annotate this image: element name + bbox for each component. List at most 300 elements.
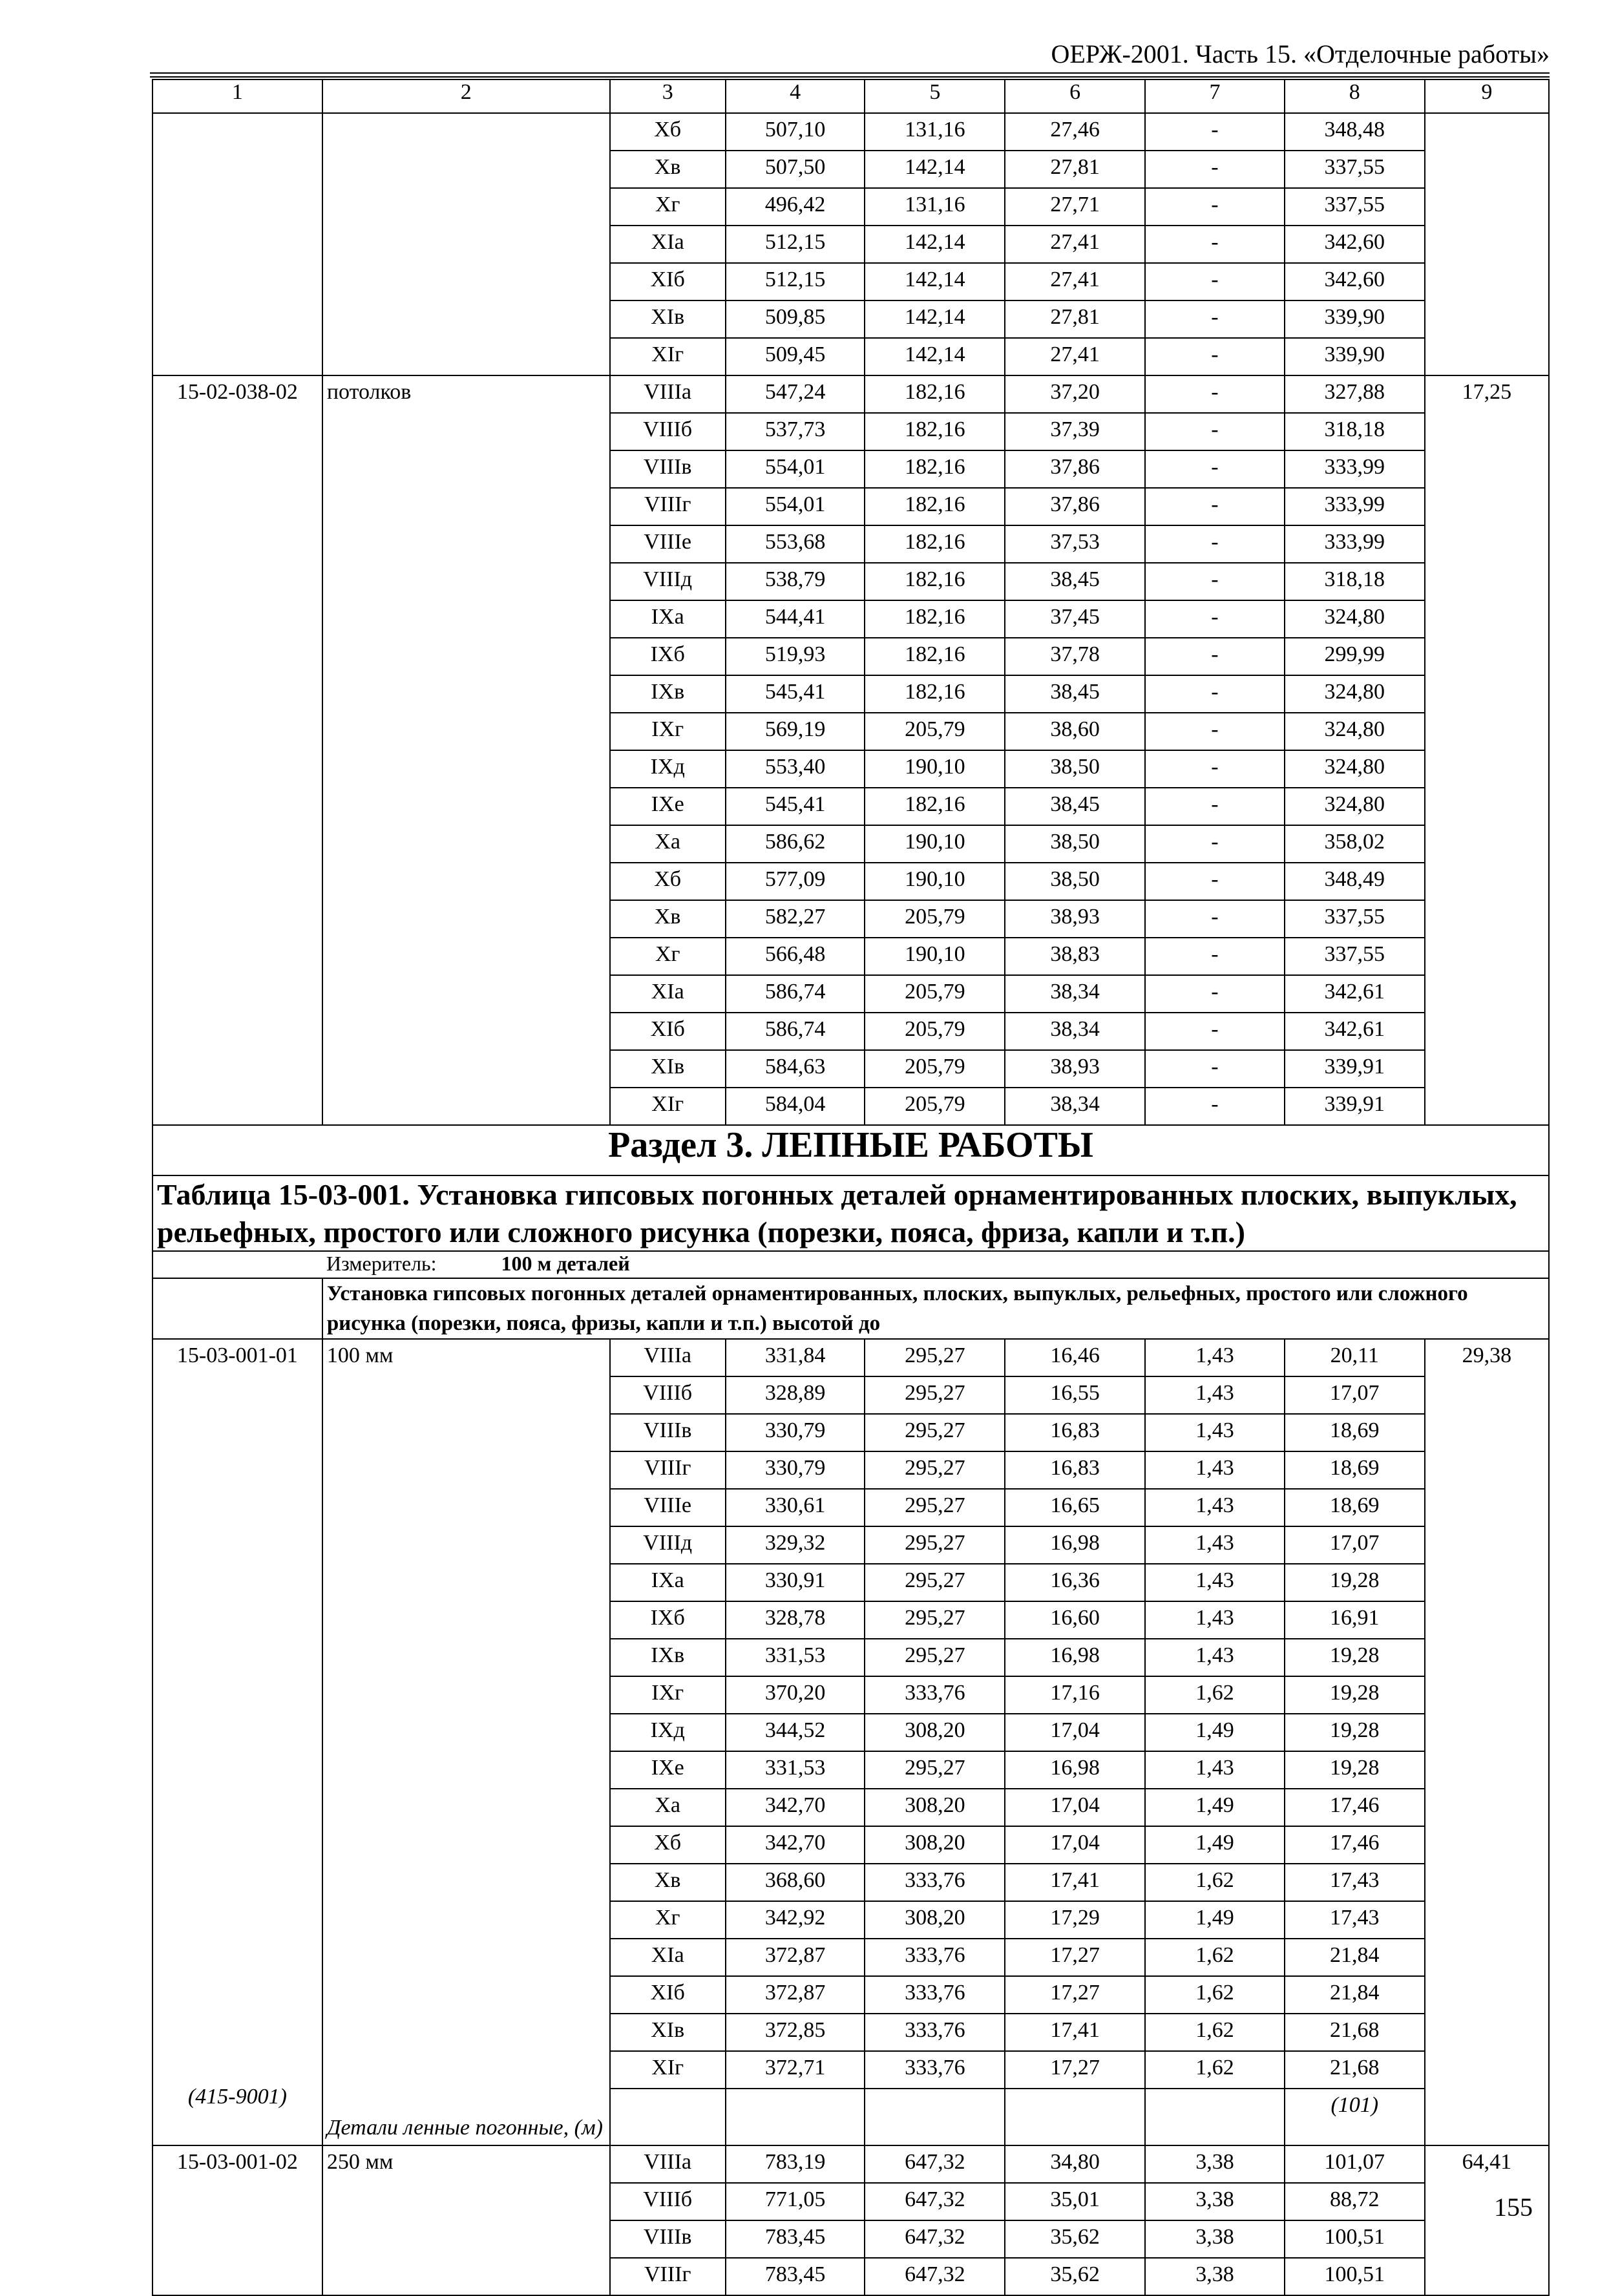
table-cell: 328,89 — [726, 1376, 865, 1414]
table-cell: 38,83 — [1005, 938, 1145, 975]
table-cell: 16,36 — [1005, 1564, 1145, 1601]
table-cell: 339,91 — [1285, 1050, 1425, 1088]
section-heading: Раздел 3. ЛЕПНЫЕ РАБОТЫ — [152, 1125, 1549, 1175]
empty-cell — [610, 2089, 726, 2145]
page-number: 155 — [1494, 2193, 1533, 2222]
table-cell: - — [1145, 151, 1285, 188]
table-cell: 17,04 — [1005, 1789, 1145, 1826]
table-cell: 577,09 — [726, 863, 865, 900]
table-cell: 295,27 — [865, 1751, 1005, 1789]
table-cell: 38,50 — [1005, 825, 1145, 863]
table-cell: 295,27 — [865, 1639, 1005, 1676]
table-cell: 205,79 — [865, 900, 1005, 938]
table-cell: 295,27 — [865, 1339, 1005, 1376]
table-cell: 131,16 — [865, 188, 1005, 226]
table-cell: 584,63 — [726, 1050, 865, 1088]
table-cell: - — [1145, 1050, 1285, 1088]
table-cell: XIб — [610, 1976, 726, 2014]
table-cell: 142,14 — [865, 300, 1005, 338]
table-cell: 337,55 — [1285, 188, 1425, 226]
table-cell: 496,42 — [726, 188, 865, 226]
table-cell: - — [1145, 600, 1285, 638]
rate-code — [152, 1339, 322, 2145]
table-cell: 1,62 — [1145, 1676, 1285, 1714]
table-cell: 182,16 — [865, 450, 1005, 488]
table-cell: 38,60 — [1005, 713, 1145, 750]
table-cell: VIIIa — [610, 375, 726, 413]
table-cell: 339,90 — [1285, 300, 1425, 338]
table-cell: XIг — [610, 338, 726, 375]
table-cell: 333,76 — [865, 2051, 1005, 2089]
table-cell: 17,41 — [1005, 2014, 1145, 2051]
table-cell: 17,27 — [1005, 2051, 1145, 2089]
table-cell: 647,32 — [865, 2145, 1005, 2183]
work-name: 250 мм — [322, 2145, 610, 2295]
table-cell: 547,24 — [726, 375, 865, 413]
table-cell: 507,50 — [726, 151, 865, 188]
table-cell: 16,91 — [1285, 1601, 1425, 1639]
table-cell: 342,61 — [1285, 1013, 1425, 1050]
table-cell: VIIIa — [610, 2145, 726, 2183]
document-header-title: ОЕРЖ-2001. Часть 15. «Отделочные работы» — [1051, 39, 1550, 68]
table-cell: 1,62 — [1145, 1939, 1285, 1976]
table-cell: 368,60 — [726, 1864, 865, 1901]
table-cell: - — [1145, 1088, 1285, 1125]
table-cell: 142,14 — [865, 151, 1005, 188]
column-number: 2 — [322, 79, 610, 113]
table-cell: VIIIб — [610, 1376, 726, 1414]
table-cell: 1,43 — [1145, 1451, 1285, 1489]
table-cell: 182,16 — [865, 563, 1005, 600]
table-cell: Xб — [610, 113, 726, 151]
table-cell: IXe — [610, 1751, 726, 1789]
unit-cell — [152, 1251, 1549, 1278]
table-cell: 19,28 — [1285, 1751, 1425, 1789]
table-cell: 182,16 — [865, 675, 1005, 713]
table-cell: 17,29 — [1005, 1901, 1145, 1939]
table-cell: XIa — [610, 1939, 726, 1976]
table-cell: 295,27 — [865, 1564, 1005, 1601]
table-cell: VIIIe — [610, 525, 726, 563]
table-cell: IXa — [610, 1564, 726, 1601]
table-cell: 295,27 — [865, 1526, 1005, 1564]
table-cell: 783,45 — [726, 2258, 865, 2295]
table-cell: 38,93 — [1005, 900, 1145, 938]
table-cell: 342,70 — [726, 1826, 865, 1864]
table-cell: 331,53 — [726, 1639, 865, 1676]
empty-cell — [152, 1278, 322, 1339]
table-cell: - — [1145, 825, 1285, 863]
table-cell: 566,48 — [726, 938, 865, 975]
table-cell: 1,49 — [1145, 1714, 1285, 1751]
table-cell: 16,60 — [1005, 1601, 1145, 1639]
table-cell: 553,68 — [726, 525, 865, 563]
table-cell: - — [1145, 975, 1285, 1013]
unit-value: 100 м деталей — [501, 1252, 630, 1275]
table-cell: 333,76 — [865, 1939, 1005, 1976]
table-cell: Xб — [610, 1826, 726, 1864]
table-cell: - — [1145, 338, 1285, 375]
table-cell: 1,49 — [1145, 1789, 1285, 1826]
estimate-table — [152, 79, 1550, 2296]
table-cell: 295,27 — [865, 1376, 1005, 1414]
work-name — [322, 113, 610, 375]
table-cell: 333,99 — [1285, 525, 1425, 563]
table-cell: 16,83 — [1005, 1451, 1145, 1489]
table-cell: 339,90 — [1285, 338, 1425, 375]
table-cell: 38,34 — [1005, 1013, 1145, 1050]
table-cell: 38,34 — [1005, 1088, 1145, 1125]
table-cell: - — [1145, 188, 1285, 226]
table-cell: 295,27 — [865, 1601, 1005, 1639]
rate-code — [152, 113, 322, 375]
table-cell: 330,61 — [726, 1489, 865, 1526]
table-cell: Xв — [610, 1864, 726, 1901]
table-cell: 330,79 — [726, 1414, 865, 1451]
table-cell: 3,38 — [1145, 2258, 1285, 2295]
table-cell: 582,27 — [726, 900, 865, 938]
table-cell: Xв — [610, 900, 726, 938]
table-cell: 38,45 — [1005, 675, 1145, 713]
table-cell: 783,19 — [726, 2145, 865, 2183]
table-cell: - — [1145, 525, 1285, 563]
header-rule — [150, 76, 1550, 78]
table-cell: 100,51 — [1285, 2220, 1425, 2258]
table-cell: 554,01 — [726, 488, 865, 525]
table-cell: 324,80 — [1285, 713, 1425, 750]
table-cell: 1,62 — [1145, 2051, 1285, 2089]
table-cell: XIг — [610, 2051, 726, 2089]
table-cell: 16,83 — [1005, 1414, 1145, 1451]
table-cell: 37,86 — [1005, 450, 1145, 488]
table-cell: 182,16 — [865, 525, 1005, 563]
table-cell: 35,01 — [1005, 2183, 1145, 2220]
unit-row — [152, 1251, 1549, 1278]
table-cell: - — [1145, 113, 1285, 151]
column-number: 6 — [1005, 79, 1145, 113]
rate-code: 15-03-001-02 — [152, 2145, 322, 2295]
table-cell: 1,49 — [1145, 1826, 1285, 1864]
work-name: потолков — [322, 375, 610, 1125]
table-cell: 331,53 — [726, 1751, 865, 1789]
table-cell: - — [1145, 300, 1285, 338]
table-cell: 100,51 — [1285, 2258, 1425, 2295]
table-cell: VIIIд — [610, 1526, 726, 1564]
table-cell: 21,84 — [1285, 1976, 1425, 2014]
table-cell: 339,91 — [1285, 1088, 1425, 1125]
table-cell: 1,43 — [1145, 1414, 1285, 1451]
table-cell: 27,41 — [1005, 226, 1145, 263]
table-cell: 21,68 — [1285, 2014, 1425, 2051]
table-cell: - — [1145, 375, 1285, 413]
table-cell: 647,32 — [865, 2220, 1005, 2258]
table-cell: 37,20 — [1005, 375, 1145, 413]
table-cell: 308,20 — [865, 1901, 1005, 1939]
table-cell: 537,73 — [726, 413, 865, 450]
table-cell: 324,80 — [1285, 788, 1425, 825]
table-cell: 333,76 — [865, 1864, 1005, 1901]
table-cell: 1,43 — [1145, 1526, 1285, 1564]
table-cell: 337,55 — [1285, 938, 1425, 975]
table-cell: 771,05 — [726, 2183, 865, 2220]
table-cell: 569,19 — [726, 713, 865, 750]
table-cell: 20,11 — [1285, 1339, 1425, 1376]
table-row — [152, 113, 1549, 151]
table-cell: 27,41 — [1005, 263, 1145, 300]
table-cell: 38,50 — [1005, 750, 1145, 788]
labor-cost — [1425, 113, 1549, 375]
table-cell: VIIIa — [610, 1339, 726, 1376]
table-cell: 3,38 — [1145, 2145, 1285, 2183]
table-cell: 3,38 — [1145, 2183, 1285, 2220]
labor-cost: 17,25 — [1425, 375, 1549, 1125]
table-cell: 1,43 — [1145, 1489, 1285, 1526]
table-cell: IXд — [610, 750, 726, 788]
table-cell: 318,18 — [1285, 413, 1425, 450]
table-cell: 17,46 — [1285, 1789, 1425, 1826]
table-cell: 1,62 — [1145, 1976, 1285, 2014]
table-cell: 19,28 — [1285, 1564, 1425, 1601]
table-cell: 37,78 — [1005, 638, 1145, 675]
table-cell: Xг — [610, 938, 726, 975]
table-cell: 308,20 — [865, 1789, 1005, 1826]
table-cell: 27,71 — [1005, 188, 1145, 226]
table-cell: 205,79 — [865, 1088, 1005, 1125]
column-number: 9 — [1425, 79, 1549, 113]
table-cell: VIIIб — [610, 413, 726, 450]
labor-cost: 64,41 — [1425, 2145, 1549, 2295]
table-cell: 16,98 — [1005, 1639, 1145, 1676]
table-cell: 1,49 — [1145, 1901, 1285, 1939]
table-cell: 370,20 — [726, 1676, 865, 1714]
table-cell: 342,60 — [1285, 263, 1425, 300]
table-row — [152, 1339, 1549, 1376]
table-cell: 1,62 — [1145, 2014, 1285, 2051]
table-cell: 88,72 — [1285, 2183, 1425, 2220]
column-number: 1 — [152, 79, 322, 113]
table-cell: 142,14 — [865, 226, 1005, 263]
table-cell: 333,76 — [865, 1676, 1005, 1714]
table-cell: 142,14 — [865, 338, 1005, 375]
table-cell: - — [1145, 750, 1285, 788]
table-cell: IXг — [610, 1676, 726, 1714]
table-cell: 324,80 — [1285, 600, 1425, 638]
table-cell: 19,28 — [1285, 1714, 1425, 1751]
table-cell: 182,16 — [865, 413, 1005, 450]
table-cell: XIa — [610, 226, 726, 263]
table-cell: 327,88 — [1285, 375, 1425, 413]
table-cell: VIIIг — [610, 2258, 726, 2295]
table-cell: - — [1145, 900, 1285, 938]
table-cell: - — [1145, 675, 1285, 713]
table-cell: 544,41 — [726, 600, 865, 638]
table-cell: 358,02 — [1285, 825, 1425, 863]
table-cell: 586,74 — [726, 1013, 865, 1050]
table-cell: 507,10 — [726, 113, 865, 151]
table-cell: 586,74 — [726, 975, 865, 1013]
table-cell: XIг — [610, 1088, 726, 1125]
table-cell: 17,27 — [1005, 1976, 1145, 2014]
table-cell: 101,07 — [1285, 2145, 1425, 2183]
table-cell: - — [1145, 638, 1285, 675]
table-title-row — [152, 1175, 1549, 1251]
table-cell: 190,10 — [865, 863, 1005, 900]
table-cell: 190,10 — [865, 938, 1005, 975]
table-cell: 17,43 — [1285, 1901, 1425, 1939]
table-cell: - — [1145, 263, 1285, 300]
table-cell: - — [1145, 788, 1285, 825]
table-cell: 308,20 — [865, 1826, 1005, 1864]
table-cell: Xв — [610, 151, 726, 188]
table-cell: 205,79 — [865, 975, 1005, 1013]
table-cell: 324,80 — [1285, 750, 1425, 788]
table-cell: 19,28 — [1285, 1639, 1425, 1676]
table-cell: 1,43 — [1145, 1376, 1285, 1414]
table-cell: 142,14 — [865, 263, 1005, 300]
table-cell: 16,65 — [1005, 1489, 1145, 1526]
table-cell: 37,53 — [1005, 525, 1145, 563]
table-cell: 18,69 — [1285, 1451, 1425, 1489]
table-cell: 38,34 — [1005, 975, 1145, 1013]
table-cell: 333,76 — [865, 1976, 1005, 2014]
table-cell: 348,48 — [1285, 113, 1425, 151]
table-cell: 1,43 — [1145, 1339, 1285, 1376]
table-cell: 16,55 — [1005, 1376, 1145, 1414]
column-number: 4 — [726, 79, 865, 113]
table-cell: 783,45 — [726, 2220, 865, 2258]
rate-code: 15-02-038-02 — [152, 375, 322, 1125]
table-cell: 17,07 — [1285, 1526, 1425, 1564]
table-cell: Xa — [610, 825, 726, 863]
table-cell: 333,99 — [1285, 488, 1425, 525]
table-cell: 27,41 — [1005, 338, 1145, 375]
table-cell: 512,15 — [726, 263, 865, 300]
table-cell: 205,79 — [865, 1050, 1005, 1088]
subheading: Установка гипсовых погонных деталей орнаментированных, плоских, выпуклых, рельефных, простого или сложного рисунка (порезки, пояса, фризы, капли и т.п.) высотой до — [322, 1278, 1549, 1339]
table-cell: 586,62 — [726, 825, 865, 863]
table-cell: 348,49 — [1285, 863, 1425, 900]
table-cell: 27,81 — [1005, 300, 1145, 338]
table-cell: IXг — [610, 713, 726, 750]
table-cell: 295,27 — [865, 1451, 1005, 1489]
table-cell: 205,79 — [865, 713, 1005, 750]
table-cell: Xг — [610, 188, 726, 226]
table-cell: 372,87 — [726, 1976, 865, 2014]
table-cell: 17,41 — [1005, 1864, 1145, 1901]
table-cell: VIIIб — [610, 2183, 726, 2220]
table-cell: 17,04 — [1005, 1826, 1145, 1864]
section-heading-row — [152, 1125, 1549, 1175]
table-cell: 519,93 — [726, 638, 865, 675]
table-cell: 3,38 — [1145, 2220, 1285, 2258]
table-cell: 37,39 — [1005, 413, 1145, 450]
table-cell: VIIIв — [610, 450, 726, 488]
labor-cost: 29,38 — [1425, 1339, 1549, 2145]
table-cell: 17,07 — [1285, 1376, 1425, 1414]
table-cell: 647,32 — [865, 2183, 1005, 2220]
table-cell: 190,10 — [865, 750, 1005, 788]
table-cell: 21,68 — [1285, 2051, 1425, 2089]
table-cell: - — [1145, 226, 1285, 263]
table-cell: Xг — [610, 1901, 726, 1939]
resource-code: (415-9001) — [187, 2084, 287, 2109]
table-cell: - — [1145, 413, 1285, 450]
table-cell: IXe — [610, 788, 726, 825]
table-cell: 190,10 — [865, 825, 1005, 863]
empty-cell — [726, 2089, 865, 2145]
table-cell: Xб — [610, 863, 726, 900]
table-cell: - — [1145, 938, 1285, 975]
table-cell: 17,46 — [1285, 1826, 1425, 1864]
table-cell: IXб — [610, 638, 726, 675]
table-cell: 329,32 — [726, 1526, 865, 1564]
table-cell: 545,41 — [726, 675, 865, 713]
table-cell: 16,98 — [1005, 1526, 1145, 1564]
table-cell: 342,70 — [726, 1789, 865, 1826]
table-cell: 553,40 — [726, 750, 865, 788]
table-cell: 18,69 — [1285, 1489, 1425, 1526]
table-cell: 182,16 — [865, 600, 1005, 638]
table-cell: 299,99 — [1285, 638, 1425, 675]
table-cell: - — [1145, 863, 1285, 900]
table-cell: XIв — [610, 2014, 726, 2051]
table-cell: 337,55 — [1285, 151, 1425, 188]
table-cell: - — [1145, 563, 1285, 600]
column-number: 7 — [1145, 79, 1285, 113]
table-cell: 38,45 — [1005, 563, 1145, 600]
table-cell: IXa — [610, 600, 726, 638]
work-name-text: 100 мм — [326, 1343, 394, 1368]
table-cell: 330,91 — [726, 1564, 865, 1601]
column-number: 5 — [865, 79, 1005, 113]
table-cell: IXд — [610, 1714, 726, 1751]
table-title: Таблица 15-03-001. Установка гипсовых погонных деталей орнаментированных плоских, выпуклых, рельефных, простого или сложного рисунка (порезки, пояса, фриза, капли и т.п.) — [152, 1175, 1549, 1251]
table-cell: IXб — [610, 1601, 726, 1639]
table-cell: XIб — [610, 263, 726, 300]
subheading-row — [152, 1278, 1549, 1339]
table-cell: 37,86 — [1005, 488, 1145, 525]
table-cell: - — [1145, 488, 1285, 525]
table-cell: 182,16 — [865, 375, 1005, 413]
table-cell: 295,27 — [865, 1414, 1005, 1451]
table-cell: IXв — [610, 675, 726, 713]
table-cell: 21,84 — [1285, 1939, 1425, 1976]
table-row — [152, 375, 1549, 413]
work-name — [322, 1339, 610, 2145]
table-cell: 512,15 — [726, 226, 865, 263]
table-cell: 330,79 — [726, 1451, 865, 1489]
table-cell: 182,16 — [865, 788, 1005, 825]
table-cell: 38,93 — [1005, 1050, 1145, 1088]
table-cell: 337,55 — [1285, 900, 1425, 938]
table-cell: 372,87 — [726, 1939, 865, 1976]
table-cell: 19,28 — [1285, 1676, 1425, 1714]
table-cell: 1,62 — [1145, 1864, 1285, 1901]
table-cell: 328,78 — [726, 1601, 865, 1639]
table-cell: 35,62 — [1005, 2220, 1145, 2258]
table-row — [152, 2145, 1549, 2183]
table-cell: 17,04 — [1005, 1714, 1145, 1751]
table-cell: 17,27 — [1005, 1939, 1145, 1976]
column-number: 8 — [1285, 79, 1425, 113]
table-cell: 1,43 — [1145, 1564, 1285, 1601]
table-cell: VIIIд — [610, 563, 726, 600]
table-cell: VIIIe — [610, 1489, 726, 1526]
table-cell: 1,43 — [1145, 1751, 1285, 1789]
table-cell: 182,16 — [865, 488, 1005, 525]
empty-cell — [1005, 2089, 1145, 2145]
table-cell: IXв — [610, 1639, 726, 1676]
